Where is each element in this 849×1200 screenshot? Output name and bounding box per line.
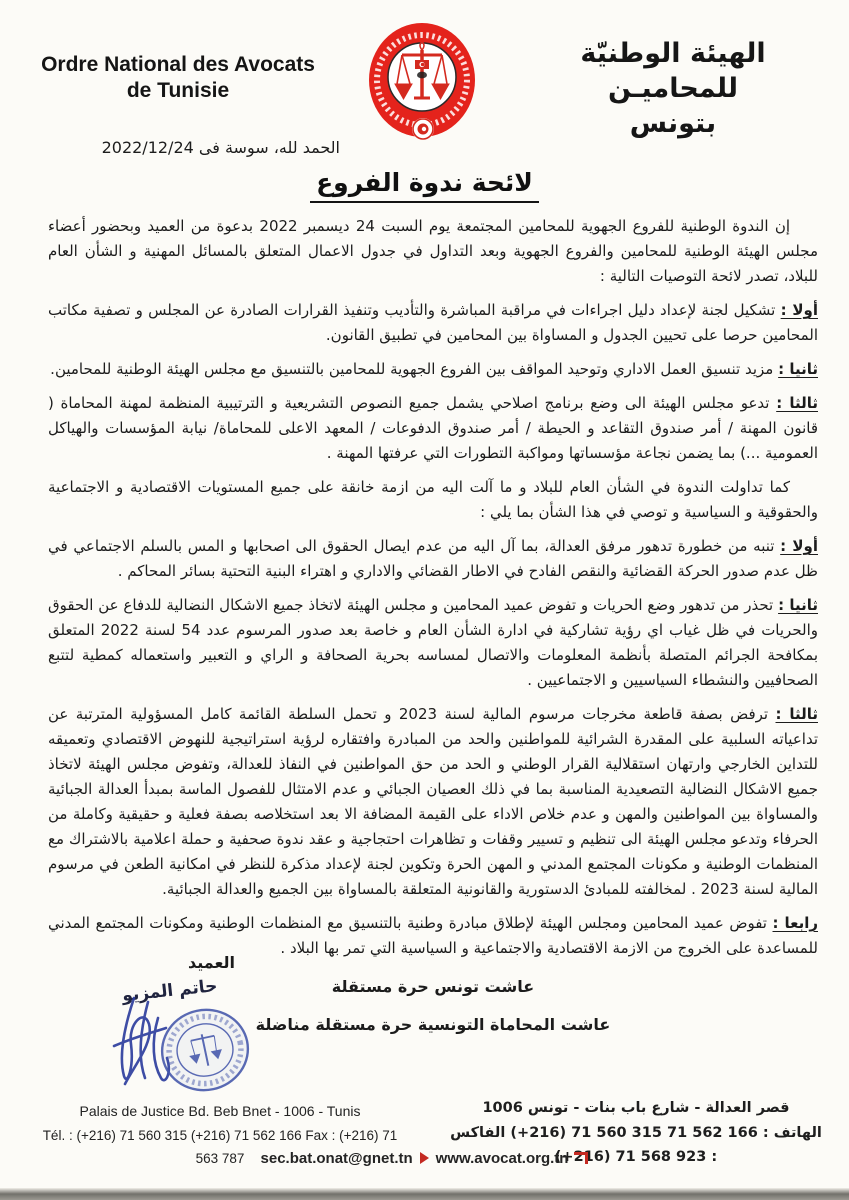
org-name-french — [38, 52, 318, 105]
recommendation-label: ثانيا : — [778, 360, 818, 378]
footer-contact-line — [0, 1150, 849, 1167]
date-line: الحمد لله، سوسة فى 2022/12/24 — [101, 138, 340, 157]
phone-french: Tél. : (+216) 71 560 315 (+216) 71 562 166 Fax : (+216) 71 563 787 — [42, 1127, 398, 1167]
org-name-arabic-line2: بتونس — [629, 108, 717, 140]
official-stamp — [158, 1006, 252, 1094]
recommendation-text: تدعو مجلس الهيئة الى وضع برنامج اصلاحي يشمل جميع النصوص التشريعية و الترتيبية المنظمة لمهنة المحاماة ( قانون المهنة / أمر صندوق التقاعد و الحيطة / أمر صندوق الدفوعات / المعهد الاعلى للمحاماة/ نيابة المؤسسات والهياكل العمومية ...) بما يضمن نجاعة مؤسساتها ومواكبة التطورات التي عرفتها المهنة . — [48, 394, 818, 462]
address-arabic: قصر العدالة - شارع باب بنات - تونس 1006 — [482, 1100, 790, 1116]
red-arrow-icon — [420, 1152, 429, 1164]
phone-label-arabic: الهاتف : — [762, 1124, 822, 1141]
slogan-1: عاشت تونس حرة مستقلة — [331, 977, 535, 996]
scales-of-justice-icon — [366, 22, 478, 146]
org-name-french-line1: Ordre National des Avocats — [41, 53, 315, 76]
recommendation-2-3 — [48, 702, 818, 902]
recommendation-text: تحذر من تدهور وضع الحريات و تفوض عميد المحامين و مجلس الهيئة لاتخاذ جميع الاشكال النضالية للدفاع عن الحقوق والحريات في ظل غياب اي رؤية تشاركية في ادارة الشأن العام و خاصة بعد صدور المرسوم عدد 54 لسنة 2022 المتعلق بمكافحة الجرائم المتصلة بأنظمة المعلومات والاتصال لمساسه بحرية الصحافة و الراي و التعبير واستعماله كمطية لتتبع الصحافيين والنشطاء السياسيين و الاجتماعيين . — [48, 596, 818, 689]
email-text: sec.bat.onat@gnet.tn — [260, 1150, 413, 1167]
recommendation-2-2 — [48, 593, 818, 693]
recommendation-text: تفوض عميد المحامين ومجلس الهيئة لإطلاق مبادرة وطنية بالتنسيق مع المنظمات الوطنية ومكونات المجتمع المدني للمساعدة على الخروج من الازمة الاقتصادية والاجتماعية و السياسية التي تمر بها البلاد . — [48, 914, 818, 957]
title-row — [0, 168, 849, 203]
document-body — [48, 214, 818, 1037]
onat-logo — [366, 22, 478, 146]
recommendation-1-2 — [48, 357, 818, 382]
signatory-title: العميد — [188, 953, 236, 972]
recommendation-text: تشكيل لجنة لإعداد دليل اجراءات في مراقبة المباشرة والتأديب وتنفيذ القرارات الصادرة عن المجلس و تصفية مكاتب المحامين حرصا على تحيين الجدول و المساواة بين المحامين في تطبيق القانون. — [48, 301, 818, 344]
recommendation-label: أولا : — [780, 537, 818, 555]
recommendation-label: رابعا : — [772, 914, 818, 932]
footer-divider-right — [556, 1090, 781, 1092]
address-french: Palais de Justice Bd. Beb Bnet - 1006 - Tunis — [79, 1103, 361, 1119]
org-name-arabic — [513, 36, 833, 141]
recommendation-label: ثالثا : — [776, 394, 818, 412]
org-name-french-line2: de Tunisie — [126, 79, 230, 103]
recommendation-label: ثالثا : — [775, 705, 818, 723]
recommendation-label: أولا : — [780, 301, 818, 319]
org-name-arabic-line1: الهيئة الوطنيّة للمحاميـن — [580, 38, 766, 105]
recommendation-text: ترفض بصفة قاطعة مخرجات مرسوم المالية لسنة 2023 و تحمل السلطة القائمة كامل المسؤولية المترتبة عن تداعياته السلبية على المقدرة الشرائية للمواطنين والحد من المبادرة وافتقاره لرؤية استراتيجية للنهوض الاقتصادي وتعميقه للتداين الخارجي وارتهان استقلالية القرار الوطني و الحد من حق المواطنين في النفاذ للعدالة، وتفوض مجلس الهيئة لاتخاذ جميع الاشكال النضالية التصعيدية المناسبة بما في ذلك العصيان الجبائي و عدم الامتثال للفصول الماسة بمبدأ العدالة الجبائية والمساواة بين المواطنين والمهن و عدم خلاص الاداء على القيمة المضافة الا بعد استخلاصه بصفة فعلية و حقيقية وكاملة من الحرفاء وتدعو مجلس الهيئة الى تنظيم و تسيير وقفات و تظاهرات احتجاجية و عقد ندوة صحفية و حملة اعلامية بالاشتراك مع المنظمات الوطنية و مكونات المجتمع المدني و المهن الحرة وتكوين لجنة لإعداد مذكرة للنظر في امكانية الطعن في مرسوم المالية لسنة 2023 . لمخالفته للمبادئ الدستورية والقانونية المتعلقة بالمساواة بين الجميع والعدالة الجبائية. — [48, 705, 818, 898]
slogan-2: عاشت المحاماة التونسية حرة مستقلة مناضلة — [255, 1015, 611, 1034]
recommendation-1-1 — [48, 298, 818, 348]
recommendation-label: ثانيا : — [778, 596, 818, 614]
page-title: لائحة ندوة الفروع — [310, 168, 539, 203]
recommendation-text: تنبه من خطورة تدهور مرفق العدالة، بما آل اليه من عدم ايصال الحقوق الى اصحابها و المس بالسلم الاجتماعي في ظل عدم صدور الحركة القضائية والنقص الفادح في الاطار القضائي والاداري و اهتراء البنية التحتية بسائر المحاكم . — [48, 537, 818, 580]
fax-label-arabic: الفاكس : — [450, 1124, 718, 1166]
recommendation-2-1 — [48, 534, 818, 584]
red-corner-icon — [574, 1152, 588, 1164]
website-text: www.avocat.org.tn — [435, 1150, 569, 1167]
transition-paragraph: كما تداولت الندوة في الشأن العام للبلاد و ما آلت اليه من ازمة خانقة على جميع المستويات الاقتصادية و الاجتماعية والحقوقية و السياسية و توصي في هذا الشأن بما يلي : — [48, 478, 818, 521]
phone-numbers: (+216) 71 560 315 71 562 166 — [510, 1124, 758, 1141]
intro-paragraph: إن الندوة الوطنية للفروع الجهوية للمحامين المجتمعة يوم السبت 24 ديسمبر 2022 بدعوة من العميد وبحضور أعضاء مجلس الهيئة الوطنية للمحامين والفروع الجهوية وبعد التداول في جدول الاعمال المتعلق بالمسائل المهنية و الشأن العام للبلاد، تصدر لائحة التوصيات التالية : — [48, 217, 818, 285]
recommendation-2-4 — [48, 911, 818, 961]
footer-divider-left — [85, 1092, 355, 1094]
recommendation-text: مزيد تنسيق العمل الاداري وتوحيد المواقف بين الفروع الجهوية للمحامين بالتنسيق مع مجلس الهيئة الوطنية للمحامين. — [50, 360, 774, 378]
signatory-name: حاتم المزيو — [121, 976, 219, 1006]
scan-edge-band — [0, 1188, 849, 1200]
fax-numbers: (+216) 71 568 923 — [554, 1149, 707, 1166]
recommendation-1-3 — [48, 391, 818, 466]
